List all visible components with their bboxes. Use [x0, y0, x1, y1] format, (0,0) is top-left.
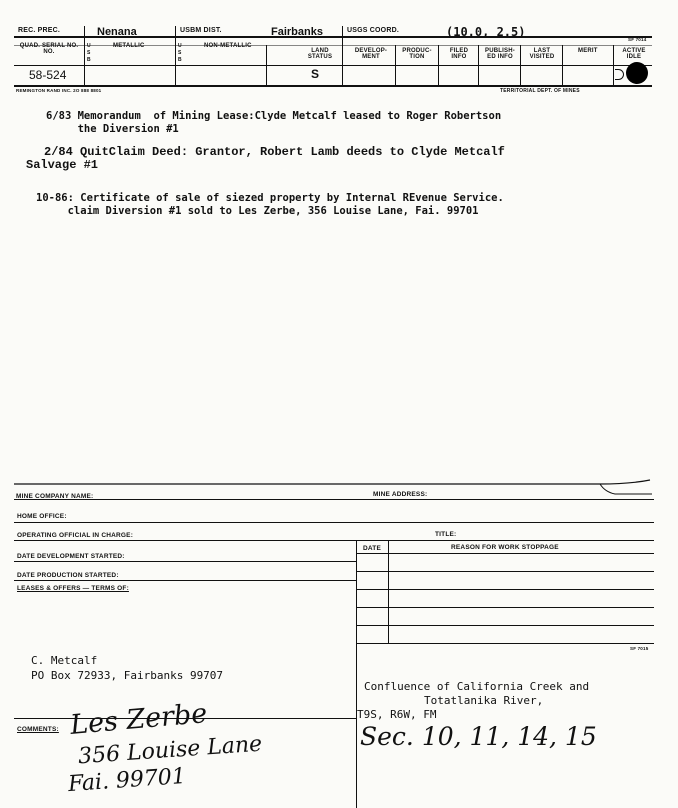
- reason-column-header: REASON FOR WORK STOPPAGE: [451, 544, 559, 551]
- operating-official-label: OPERATING OFFICIAL IN CHARGE:: [17, 532, 134, 539]
- serial-value: 58-524: [29, 68, 67, 82]
- handwritten-name: Les Zerbe: [68, 698, 209, 741]
- entry-3-line-2: claim Diversion #1 sold to Les Zerbe, 356 Louise Lane, Fai. 99701: [36, 205, 479, 217]
- card-edge: [0, 470, 678, 500]
- printer-line: REMINGTON RAND INC. 2O 888 8801: [16, 88, 102, 93]
- handwritten-street: 356 Louise Lane: [77, 731, 263, 770]
- date-production-started-label: DATE PRODUCTION STARTED:: [17, 572, 119, 579]
- entry-3-line-1: 10-86: Certificate of sale of siezed property by Internal REvenue Service.: [36, 192, 504, 204]
- usbm-dist-value: Fairbanks: [271, 26, 323, 38]
- active-status-dot: [626, 62, 648, 84]
- merit-label: MERIT: [578, 48, 598, 54]
- entry-1-line-2: the Diversion #1: [46, 123, 179, 135]
- entry-2-line-1: 2/84 QuitClaim Deed: Grantor, Robert Lamb deeds to Clyde Metcalf: [44, 145, 505, 159]
- last-visited-label: LAST VISITED: [529, 48, 555, 60]
- mine-company-name-label: MINE COMPANY NAME:: [16, 493, 94, 500]
- home-office-label: HOME OFFICE:: [17, 513, 67, 520]
- land-status-value: S: [311, 67, 320, 81]
- development-label: DEVELOP- MENT: [354, 48, 388, 60]
- metallic-usb-codes: U S B: [87, 43, 91, 63]
- header-rule-bottom: [14, 85, 652, 87]
- owner-address: PO Box 72933, Fairbanks 99707: [31, 669, 224, 682]
- rec-prec-label: REC. PREC.: [18, 27, 61, 34]
- comments-label: COMMENTS:: [17, 726, 59, 733]
- entry-1-line-1: 6/83 Memorandum of Mining Lease:Clyde Metcalf leased to Roger Robertson: [46, 110, 502, 122]
- owner-name: C. Metcalf: [31, 654, 98, 667]
- dept-line: TERRITORIAL DEPT. OF MINES: [500, 88, 580, 94]
- mine-address-label: MINE ADDRESS:: [373, 491, 428, 498]
- metallic-label: METALLIC: [113, 43, 145, 49]
- production-label: PRODUC- TION: [402, 48, 432, 60]
- non-metallic-label: NON-METALLIC: [204, 43, 252, 49]
- location-line-1: Confluence of California Creek and: [364, 680, 590, 693]
- usgs-coord-label: USGS COORD.: [347, 27, 399, 34]
- handwritten-city: Fai. 99701: [67, 763, 187, 798]
- published-info-label: PUBLISH- ED INFO: [485, 48, 515, 60]
- header-rule-mid: [14, 65, 652, 66]
- active-idle-label: ACTIVE IDLE: [622, 48, 646, 60]
- land-status-label: LAND STATUS: [307, 48, 333, 60]
- location-line-2: Totatlanika River,: [424, 694, 544, 707]
- handwritten-sections: Sec. 10, 11, 14, 15: [360, 722, 597, 751]
- filed-info-label: FILED INFO: [449, 48, 469, 60]
- quad-serial-label: QUAD. SERIAL NO. NO.: [19, 43, 79, 55]
- usbm-dist-label: USBM DIST.: [180, 27, 222, 34]
- title-label: TITLE:: [435, 531, 457, 538]
- usgs-coord-value: (10.0, 2.5): [446, 25, 526, 39]
- form-number-top: SF 7014: [628, 37, 647, 42]
- form-number-back: SF 7015: [630, 646, 649, 651]
- idle-status-mark: [615, 69, 624, 80]
- location-line-3: T9S, R6W, FM: [357, 708, 437, 721]
- entry-2-line-2: Salvage #1: [26, 158, 99, 172]
- date-column-header: DATE: [363, 545, 382, 552]
- non-metallic-usb-codes: U S B: [178, 43, 182, 63]
- leases-offers-label: LEASES & OFFERS — TERMS OF:: [17, 585, 129, 592]
- date-development-started-label: DATE DEVELOPMENT STARTED:: [17, 553, 125, 560]
- rec-prec-value: Nenana: [97, 26, 137, 38]
